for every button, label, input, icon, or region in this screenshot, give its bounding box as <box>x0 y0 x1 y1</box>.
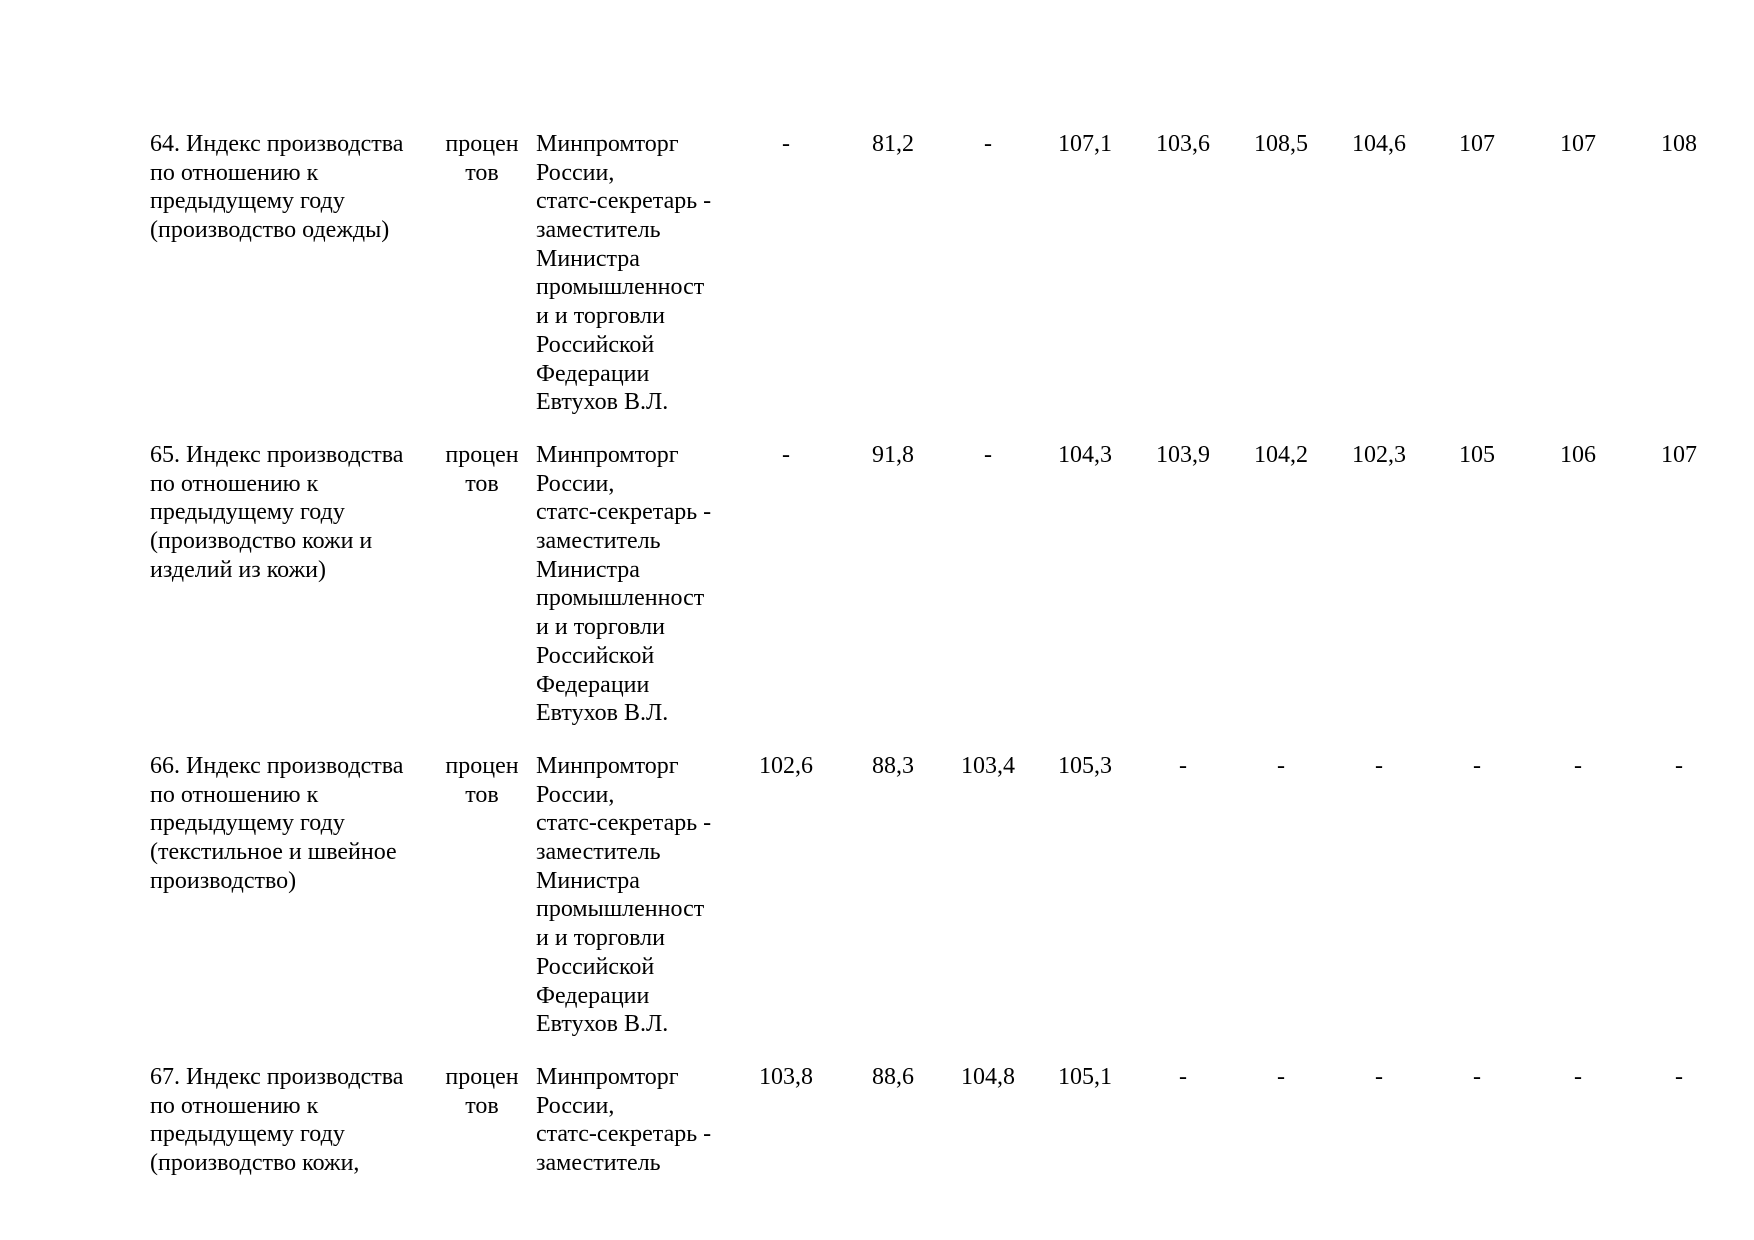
value-cell: 81,2 <box>872 131 914 157</box>
indicator-name-line: 65. Индекс производства <box>150 442 404 468</box>
value-cell: 91,8 <box>872 442 914 468</box>
unit-of-measure <box>440 752 524 809</box>
value-cell: 88,6 <box>872 1064 914 1090</box>
value-cell: 102,3 <box>1352 442 1406 468</box>
value-cell: - <box>782 131 790 157</box>
value-cell: 103,9 <box>1156 442 1210 468</box>
value-cell: 104,8 <box>961 1064 1015 1090</box>
responsible-line: Министра <box>536 245 640 272</box>
value-cell: 107,1 <box>1058 131 1112 157</box>
unit-of-measure <box>440 441 524 498</box>
value-cell: - <box>1375 1064 1383 1090</box>
indicator-name-line: предыдущему году <box>150 1121 345 1148</box>
indicator-name-line: по отношению к <box>150 781 319 808</box>
responsible-line: Минпромторг <box>536 442 679 468</box>
value-cell: 107 <box>1661 442 1697 468</box>
responsible-line: Минпромторг <box>536 1064 679 1090</box>
value-cell: 107 <box>1560 131 1596 157</box>
value-cell: 103,4 <box>961 753 1015 779</box>
indicator-name-line: изделий из кожи) <box>150 556 327 583</box>
indicator-name-line: 64. Индекс производства <box>150 131 404 157</box>
responsible-line: Федерации <box>536 982 650 1009</box>
indicator-name-line: 66. Индекс производства <box>150 753 404 779</box>
value-cell: 105,3 <box>1058 753 1112 779</box>
responsible-line: Минпромторг <box>536 753 679 779</box>
unit-line: процен <box>445 753 519 779</box>
responsible-line: Федерации <box>536 360 650 387</box>
unit-line: процен <box>445 442 519 468</box>
indicator-name-line: предыдущему году <box>150 499 345 526</box>
value-cell: 108,5 <box>1254 131 1308 157</box>
responsible-line: Министра <box>536 867 640 894</box>
value-cell: - <box>782 442 790 468</box>
unit-line: процен <box>445 1064 519 1090</box>
value-cell: - <box>1277 1064 1285 1090</box>
value-cell: - <box>1473 1064 1481 1090</box>
indicator-name <box>150 441 430 584</box>
responsible-line: промышленност <box>536 274 705 301</box>
responsible-party <box>536 130 736 417</box>
value-cell: 104,3 <box>1058 442 1112 468</box>
value-cell: - <box>984 442 992 468</box>
unit-line: тов <box>465 159 499 186</box>
responsible-line: промышленност <box>536 896 705 923</box>
responsible-line: заместитель <box>536 839 661 866</box>
value-cell: - <box>1179 753 1187 779</box>
responsible-line: Российской <box>536 642 655 669</box>
responsible-line: Российской <box>536 331 655 358</box>
unit-line: тов <box>465 1092 499 1119</box>
value-cell: 106 <box>1560 442 1596 468</box>
indicator-name-line: предыдущему году <box>150 810 345 837</box>
responsible-line: России, <box>536 781 615 808</box>
responsible-line: заместитель <box>536 528 661 555</box>
responsible-line: и и торговли <box>536 303 665 330</box>
responsible-party <box>536 752 736 1039</box>
indicator-name <box>150 130 430 245</box>
responsible-party <box>536 441 736 728</box>
value-cell: 107 <box>1459 131 1495 157</box>
responsible-line: заместитель <box>536 1150 661 1177</box>
indicator-name-line: по отношению к <box>150 470 319 497</box>
responsible-line: Министра <box>536 556 640 583</box>
value-cell: - <box>1473 753 1481 779</box>
responsible-line: статс-секретарь - <box>536 1121 712 1148</box>
value-cell: 108 <box>1661 131 1697 157</box>
value-cell: - <box>1375 753 1383 779</box>
value-cell: 105 <box>1459 442 1495 468</box>
value-cell: - <box>1675 753 1683 779</box>
responsible-line: Евтухов В.Л. <box>536 700 669 727</box>
value-cell: - <box>1574 753 1582 779</box>
indicator-name <box>150 1063 430 1178</box>
value-cell: 103,6 <box>1156 131 1210 157</box>
responsible-party <box>536 1063 736 1178</box>
responsible-line: Евтухов В.Л. <box>536 1011 669 1038</box>
indicator-name <box>150 752 430 895</box>
unit-of-measure <box>440 130 524 187</box>
responsible-line: Минпромторг <box>536 131 679 157</box>
responsible-line: России, <box>536 159 615 186</box>
unit-line: процен <box>445 131 519 157</box>
responsible-line: России, <box>536 470 615 497</box>
value-cell: 88,3 <box>872 753 914 779</box>
responsible-line: статс-секретарь - <box>536 188 712 215</box>
unit-line: тов <box>465 470 499 497</box>
responsible-line: и и торговли <box>536 614 665 641</box>
value-cell: - <box>1277 753 1285 779</box>
responsible-line: Российской <box>536 953 655 980</box>
indicator-name-line: производство) <box>150 867 297 894</box>
indicator-name-line: (производство кожи, <box>150 1150 360 1177</box>
responsible-line: заместитель <box>536 217 661 244</box>
value-cell: 105,1 <box>1058 1064 1112 1090</box>
value-cell: 103,8 <box>759 1064 813 1090</box>
responsible-line: России, <box>536 1092 615 1119</box>
indicator-name-line: по отношению к <box>150 159 319 186</box>
value-cell: 102,6 <box>759 753 813 779</box>
responsible-line: промышленност <box>536 585 705 612</box>
value-cell: 104,6 <box>1352 131 1406 157</box>
indicator-name-line: предыдущему году <box>150 188 345 215</box>
responsible-line: и и торговли <box>536 925 665 952</box>
value-cell: - <box>984 131 992 157</box>
indicator-name-line: (производство одежды) <box>150 217 390 244</box>
indicator-name-line: (текстильное и швейное <box>150 839 397 866</box>
unit-line: тов <box>465 781 499 808</box>
responsible-line: Федерации <box>536 671 650 698</box>
value-cell: - <box>1179 1064 1187 1090</box>
unit-of-measure <box>440 1063 524 1120</box>
value-cell: - <box>1675 1064 1683 1090</box>
responsible-line: статс-секретарь - <box>536 810 712 837</box>
indicator-name-line: по отношению к <box>150 1092 319 1119</box>
indicator-name-line: 67. Индекс производства <box>150 1064 404 1090</box>
responsible-line: статс-секретарь - <box>536 499 712 526</box>
value-cell: - <box>1574 1064 1582 1090</box>
indicator-name-line: (производство кожи и <box>150 528 373 555</box>
responsible-line: Евтухов В.Л. <box>536 389 669 416</box>
value-cell: 104,2 <box>1254 442 1308 468</box>
